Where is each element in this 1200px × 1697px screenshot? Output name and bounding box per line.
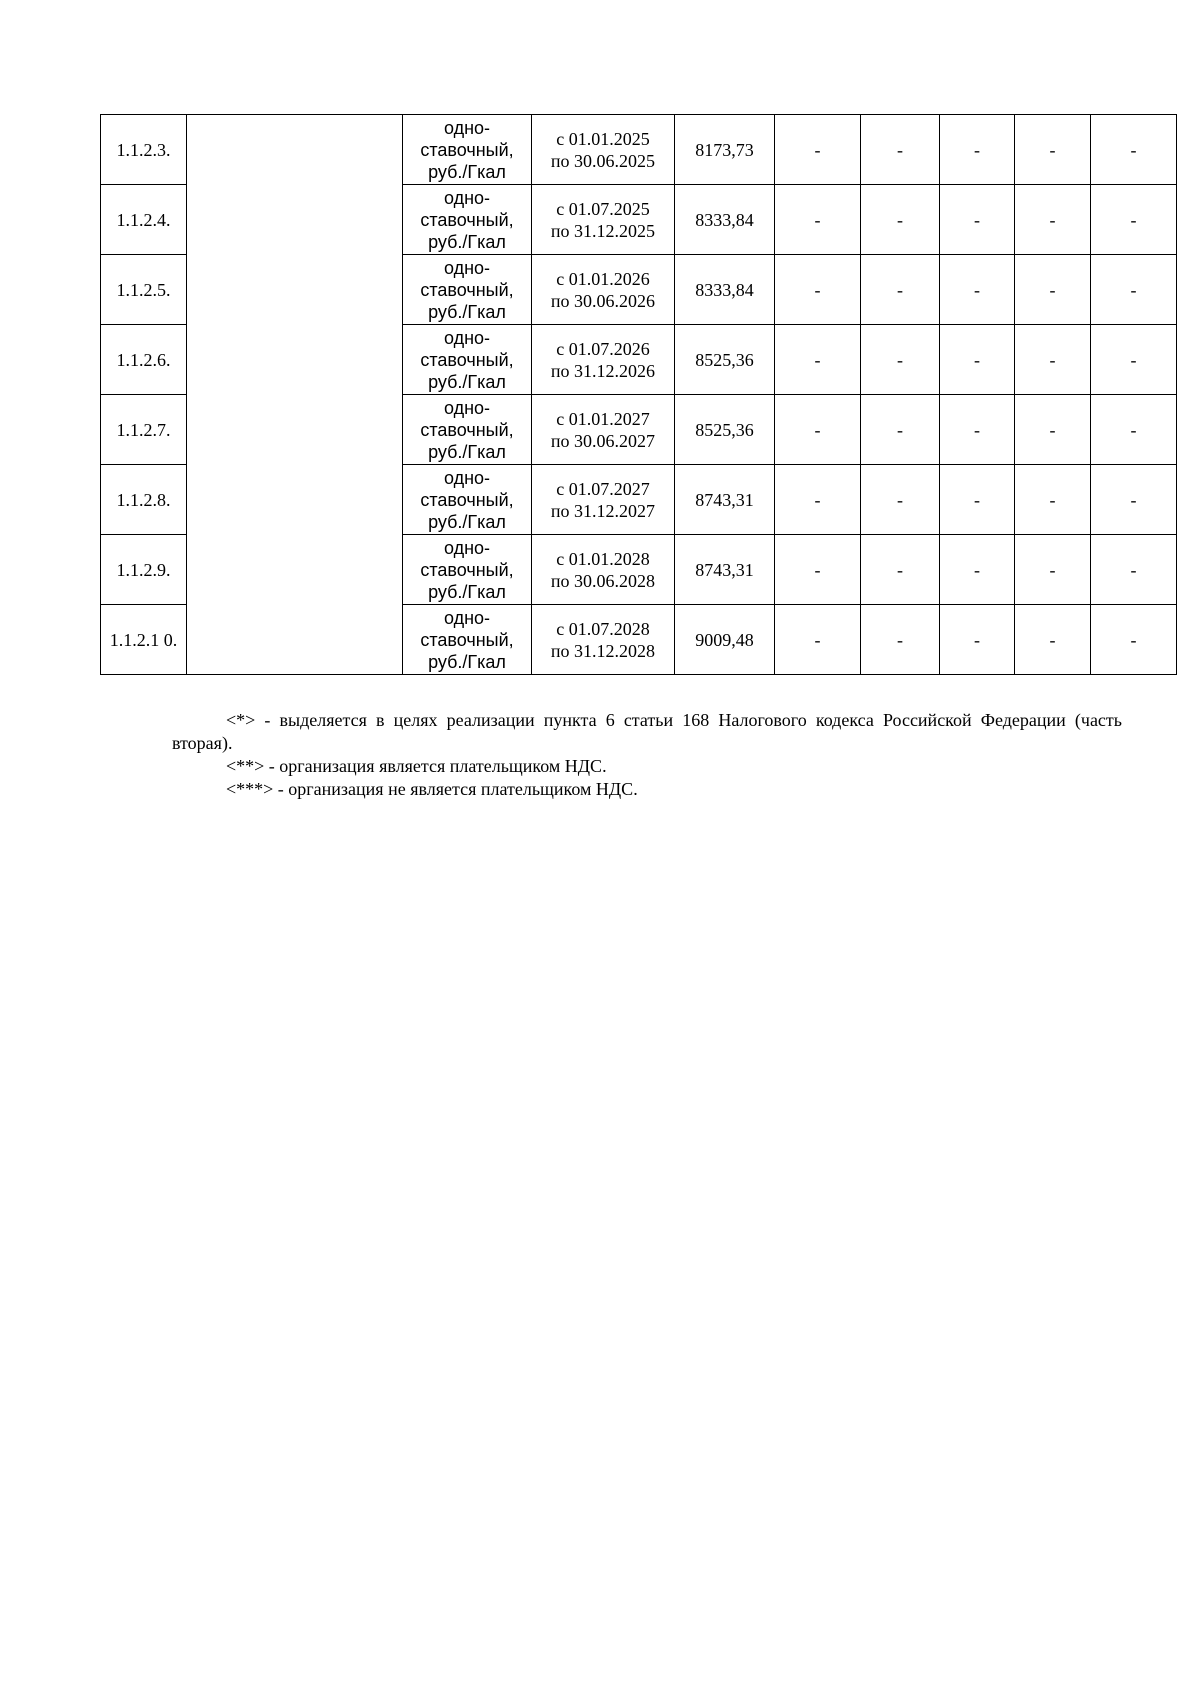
- period-to: по 30.06.2026: [550, 290, 656, 311]
- empty-value-dash: -: [1091, 185, 1177, 255]
- empty-value-dash: -: [1091, 255, 1177, 325]
- empty-value-dash: -: [940, 465, 1015, 535]
- table-row: [101, 115, 1177, 185]
- empty-value-dash: -: [1091, 115, 1177, 185]
- tariff-value: 8173,73: [675, 115, 775, 185]
- period-to: по 30.06.2028: [550, 570, 656, 591]
- empty-value-dash: -: [1015, 325, 1091, 395]
- row-number: 1.1.2.3.: [101, 115, 187, 185]
- tariff-type-line: руб./Гкал: [428, 371, 506, 392]
- empty-value-dash: -: [1091, 465, 1177, 535]
- validity-period: [532, 255, 675, 325]
- tariff-type: [403, 255, 532, 325]
- period-to: по 31.12.2027: [550, 500, 656, 521]
- tariff-value: 9009,48: [675, 605, 775, 675]
- validity-period: [532, 535, 675, 605]
- period-from: с 01.01.2026: [556, 268, 650, 289]
- period-to: по 31.12.2026: [550, 360, 656, 381]
- tariff-type-line: ставочный,: [420, 629, 514, 650]
- tariff-type-line: ставочный,: [420, 139, 514, 160]
- merged-empty-cell: [187, 115, 403, 675]
- validity-period: [532, 185, 675, 255]
- period-from: с 01.07.2025: [556, 198, 650, 219]
- empty-value-dash: -: [1015, 185, 1091, 255]
- empty-value-dash: -: [940, 395, 1015, 465]
- tariff-value: 8333,84: [675, 255, 775, 325]
- empty-value-dash: -: [861, 115, 940, 185]
- empty-value-dash: -: [775, 185, 861, 255]
- tariff-value: 8743,31: [675, 535, 775, 605]
- tariff-type: [403, 185, 532, 255]
- tariff-type: [403, 535, 532, 605]
- tariff-type-line: руб./Гкал: [428, 581, 506, 602]
- period-from: с 01.07.2026: [556, 338, 650, 359]
- footnote-vat-payer: <**> - организация является плательщиком НДС.: [226, 756, 607, 776]
- table-body: [101, 115, 1177, 675]
- tariff-type-line: ставочный,: [420, 349, 514, 370]
- empty-value-dash: -: [861, 325, 940, 395]
- period-to: по 31.12.2028: [550, 640, 656, 661]
- tariff-type: [403, 605, 532, 675]
- period-from: с 01.07.2027: [556, 478, 650, 499]
- period-from: с 01.01.2025: [556, 128, 650, 149]
- tariff-value: 8333,84: [675, 185, 775, 255]
- empty-value-dash: -: [775, 325, 861, 395]
- empty-value-dash: -: [1091, 325, 1177, 395]
- validity-period: [532, 115, 675, 185]
- footnote-vat-allocated: <*> - выделяется в целях реализации пункта 6 статьи 168 Налогового кодекса Российской Федерации (часть вторая).: [172, 710, 1122, 753]
- tariff-type-line: одно-: [443, 327, 491, 348]
- empty-value-dash: -: [1015, 255, 1091, 325]
- empty-value-dash: -: [775, 115, 861, 185]
- empty-value-dash: -: [1091, 605, 1177, 675]
- tariff-type-line: одно-: [443, 117, 491, 138]
- footnote-not-vat-payer: <***> - организация не является плательщиком НДС.: [226, 779, 638, 799]
- empty-value-dash: -: [1015, 465, 1091, 535]
- empty-value-dash: -: [775, 255, 861, 325]
- tariff-type-line: руб./Гкал: [428, 231, 506, 252]
- row-number: 1.1.2.8.: [101, 465, 187, 535]
- tariff-type: [403, 115, 532, 185]
- tariff-type-line: одно-: [443, 467, 491, 488]
- tariff-value: 8525,36: [675, 395, 775, 465]
- empty-value-dash: -: [1015, 605, 1091, 675]
- empty-value-dash: -: [861, 395, 940, 465]
- tariff-type-line: ставочный,: [420, 279, 514, 300]
- period-from: с 01.01.2028: [556, 548, 650, 569]
- tariff-type-line: одно-: [443, 257, 491, 278]
- row-number: 1.1.2.7.: [101, 395, 187, 465]
- empty-value-dash: -: [1015, 535, 1091, 605]
- empty-value-dash: -: [940, 115, 1015, 185]
- empty-value-dash: -: [861, 255, 940, 325]
- empty-value-dash: -: [1091, 535, 1177, 605]
- empty-value-dash: -: [775, 535, 861, 605]
- empty-value-dash: -: [861, 465, 940, 535]
- row-number: 1.1.2.4.: [101, 185, 187, 255]
- tariff-type: [403, 395, 532, 465]
- empty-value-dash: -: [940, 605, 1015, 675]
- tariff-type-line: ставочный,: [420, 209, 514, 230]
- row-number: 1.1.2.1 0.: [101, 605, 187, 675]
- empty-value-dash: -: [775, 465, 861, 535]
- empty-value-dash: -: [940, 325, 1015, 395]
- empty-value-dash: -: [775, 605, 861, 675]
- row-number: 1.1.2.5.: [101, 255, 187, 325]
- validity-period: [532, 395, 675, 465]
- empty-value-dash: -: [940, 255, 1015, 325]
- empty-value-dash: -: [1015, 115, 1091, 185]
- tariff-type-line: ставочный,: [420, 559, 514, 580]
- tariff-type-line: руб./Гкал: [428, 511, 506, 532]
- empty-value-dash: -: [861, 535, 940, 605]
- tariff-type-line: ставочный,: [420, 489, 514, 510]
- tariff-value: 8525,36: [675, 325, 775, 395]
- tariff-type-line: одно-: [443, 187, 491, 208]
- period-to: по 30.06.2027: [550, 430, 656, 451]
- tariff-type-line: одно-: [443, 607, 491, 628]
- empty-value-dash: -: [940, 535, 1015, 605]
- period-to: по 30.06.2025: [550, 150, 656, 171]
- tariff-type: [403, 465, 532, 535]
- period-to: по 31.12.2025: [550, 220, 656, 241]
- empty-value-dash: -: [1015, 395, 1091, 465]
- row-number: 1.1.2.6.: [101, 325, 187, 395]
- tariff-type-line: ставочный,: [420, 419, 514, 440]
- tariff-type-line: руб./Гкал: [428, 161, 506, 182]
- period-from: с 01.01.2027: [556, 408, 650, 429]
- validity-period: [532, 325, 675, 395]
- tariff-type-line: руб./Гкал: [428, 441, 506, 462]
- empty-value-dash: -: [775, 395, 861, 465]
- empty-value-dash: -: [861, 185, 940, 255]
- row-number: 1.1.2.9.: [101, 535, 187, 605]
- validity-period: [532, 605, 675, 675]
- tariff-value: 8743,31: [675, 465, 775, 535]
- period-from: с 01.07.2028: [556, 618, 650, 639]
- empty-value-dash: -: [1091, 395, 1177, 465]
- footnotes: [172, 709, 1122, 801]
- tariff-type: [403, 325, 532, 395]
- tariff-type-line: одно-: [443, 397, 491, 418]
- validity-period: [532, 465, 675, 535]
- tariff-type-line: руб./Гкал: [428, 301, 506, 322]
- tariff-type-line: одно-: [443, 537, 491, 558]
- tariff-type-line: руб./Гкал: [428, 651, 506, 672]
- empty-value-dash: -: [940, 185, 1015, 255]
- empty-value-dash: -: [861, 605, 940, 675]
- tariff-table: [100, 114, 1177, 675]
